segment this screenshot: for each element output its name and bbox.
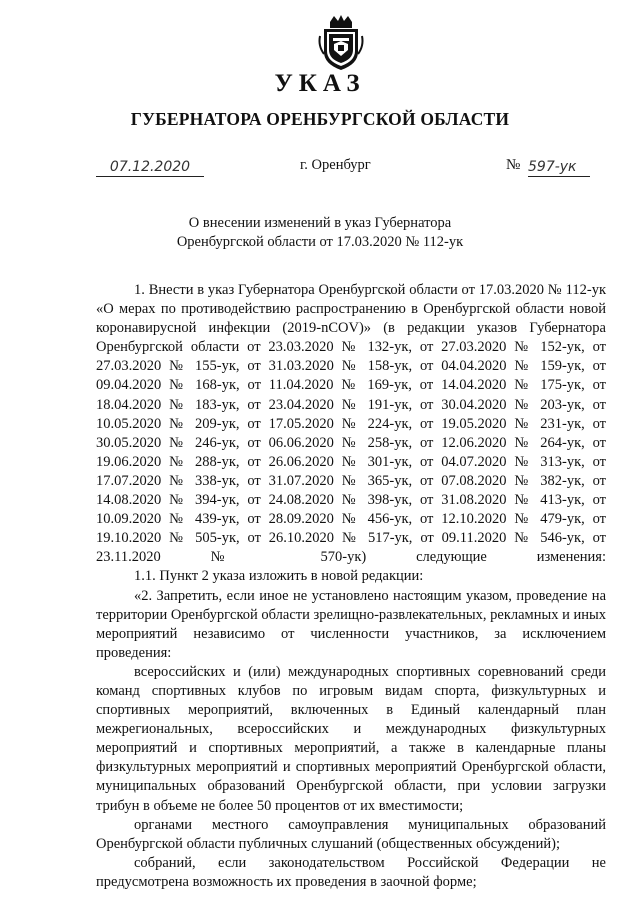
decree-body — [96, 281, 606, 892]
document-title: УКАЗ — [274, 70, 366, 97]
decree-number: 597-ук — [528, 159, 590, 177]
paragraph-1-1: 1.1. Пункт 2 указа изложить в новой редакции: — [134, 568, 424, 585]
paragraph-1: 1. Внести в указ Губернатора Оренбургской области от 17.03.2020 № 112-ук «О мерах по противодействию распространению в Оренбургской области новой коронавирусной инфекции (2019-nCOV)» (в редакции указов Губернатора Оренбургской области от 23.03.2020 № 132-ук, от 27.03.2020 № 152-ук, от 27.03.2020 № 155-ук, от 31.03.2020 № 158-ук, от 04.04.2020 № 159-ук, от 09.04.2020 № 168-ук, от 11.04.2020 № 169-ук, от 14.04.2020 № 175-ук, от 18.04.2020 № 183-ук, от 23.04.2020 № 191-ук, от 30.04.2020 № 203-ук, от 10.05.2020 № 209-ук, от 17.05.2020 № 224-ук, от 19.05.2020 № 231-ук, от 30.05.2020 № 246-ук, от 06.06.2020 № 258-ук, от 12.06.2020 № 264-ук, от 19.06.2020 № 288-ук, от 26.06.2020 № 301-ук, от 04.07.2020 № 313-ук, от 17.07.2020 № 338-ук, от 31.07.2020 № 365-ук, от 07.08.2020 № 382-ук, от 14.08.2020 № 394-ук, от 24.08.2020 № 398-ук, от 31.08.2020 № 413-ук, от 10.09.2020 № 439-ук, от 28.09.2020 № 456-ук, от 12.10.2020 № 479-ук, от 19.10.2020 № 505-ук, от 26.10.2020 № 517-ук, от 09.11.2020 № 546-ук, от 23.11.2020 № 570-ук) следующие изменения: — [96, 282, 606, 566]
subject-line-2: Оренбургской области от 17.03.2020 № 112-ук — [176, 234, 464, 250]
decree-subject — [0, 214, 640, 252]
paragraph-2: «2. Запретить, если иное не установлено настоящим указом, проведение на территории Оренбургской области зрелищно-развлекательных, рекламных и иных мероприятий независимо от численности участников, за исключением проведения: — [96, 587, 606, 661]
decree-number-sign: № — [506, 157, 521, 173]
document-issuer: ГУБЕРНАТОРА ОРЕНБУРГСКОЙ ОБЛАСТИ — [130, 109, 510, 129]
paragraph-exception-3: собраний, если законодательством Российской Федерации не предусмотрена возможность их проведения в заочной форме; — [96, 854, 606, 890]
coat-of-arms-icon — [316, 14, 366, 72]
subject-line-1: О внесении изменений в указ Губернатора — [188, 215, 452, 231]
decree-date: 07.12.2020 — [96, 159, 204, 177]
paragraph-exception-2: органами местного самоуправления муниципальных образований Оренбургской области публичных слушаний (общественных обсуждений); — [96, 816, 606, 852]
decree-city: г. Оренбург — [300, 157, 371, 173]
paragraph-exception-1: всероссийских и (или) международных спортивных соревнований среди команд спортивных клубов по игровым видам спорта, физкультурных и спортивных мероприятий, включенных в Единый календарный план межрегиональных, всероссийских и международных физкультурных мероприятий и спортивных мероприятий, а также в календарные планы физкультурных мероприятий и спортивных мероприятий Оренбургской области, муниципальных образований Оренбургской области, при условии загрузки трибун в объеме не более 50 процентов от их вместимости; — [96, 663, 606, 814]
